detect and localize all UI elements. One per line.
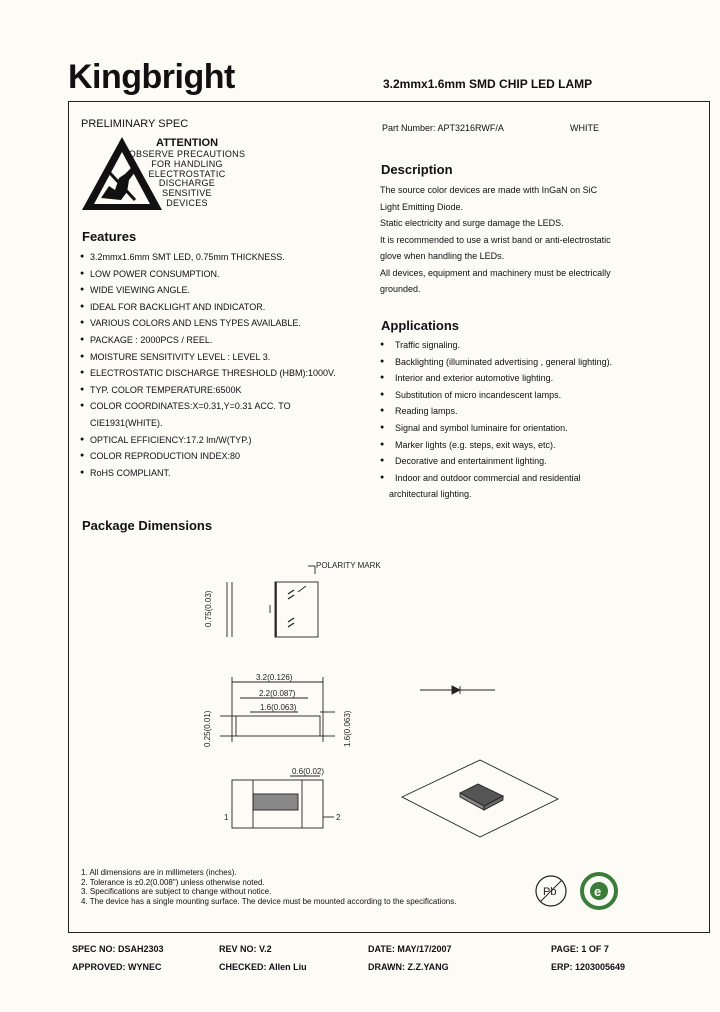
led-isometric-view (402, 760, 558, 837)
note-line: 3. Specifications are subject to change without notice. (81, 887, 272, 897)
pad-gap-dim-label: 1.6(0.063) (260, 703, 297, 712)
height-dim-label: 0.25(0.01) (203, 710, 212, 747)
body-width-dim-label: 2.2(0.087) (259, 689, 296, 698)
feature-item: ● ELECTROSTATIC DISCHARGE THRESHOLD (HBM):1000V. (80, 365, 380, 382)
package-notes (81, 868, 456, 906)
description-heading: Description (381, 162, 453, 177)
application-item: ● Interior and exterior automotive lighting. (380, 370, 680, 387)
application-item: ● Marker lights (e.g. steps, exit ways, etc). (380, 437, 680, 454)
application-item: ● Indoor and outdoor commercial and residential (380, 470, 680, 487)
package-dimensions-drawing (190, 552, 610, 864)
attention-box (98, 137, 276, 209)
application-item: ● Decorative and entertainment lighting. (380, 453, 680, 470)
feature-item: ● OPTICAL EFFICIENCY:17.2 lm/W(TYP.) (80, 432, 380, 449)
description-line: It is recommended to use a wrist band or anti-electrostatic (380, 234, 611, 245)
side-width-dim-label: 1.6(0.063) (343, 710, 352, 747)
description-body (380, 182, 632, 298)
feature-item: ● IDEAL FOR BACKLIGHT AND INDICATOR. (80, 299, 380, 316)
length-dim-label: 3.2(0.126) (256, 673, 293, 682)
description-line: glove when handling the LEDs. (380, 251, 505, 261)
feature-item-continued: CIE1931(WHITE). (90, 417, 163, 428)
rohs-recycle-icon (579, 871, 619, 911)
note-line: 1. All dimensions are in millimeters (inches). (81, 868, 237, 877)
led-bottom-view (232, 776, 334, 828)
rohs-e-label: e (594, 884, 602, 899)
approved-by: APPROVED: WYNEC (72, 962, 162, 972)
feature-item: ● COLOR COORDINATES:X=0.31,Y=0.31 ACC. TO (80, 398, 380, 415)
attention-line: ELECTROSTATIC (148, 168, 226, 179)
feature-item: ● MOISTURE SENSITIVITY LEVEL : LEVEL 3. (80, 349, 380, 366)
document-title: 3.2mmx1.6mm SMD CHIP LED LAMP (383, 77, 593, 91)
kingbright-logo: Kingbright (68, 58, 235, 96)
description-line: grounded. (380, 284, 421, 294)
feature-item: ● LOW POWER CONSUMPTION. (80, 266, 380, 283)
led-top-view (227, 566, 318, 637)
pin1-label: 1 (224, 813, 229, 822)
feature-item: ● WIDE VIEWING ANGLE. (80, 282, 380, 299)
feature-item: ● 3.2mmx1.6mm SMT LED, 0.75mm THICKNESS. (80, 249, 380, 266)
revision-number: REV NO: V.2 (219, 944, 272, 954)
revision-date: DATE: MAY/17/2007 (368, 944, 452, 954)
attention-title: ATTENTION (155, 137, 219, 149)
feature-item: ● COLOR REPRODUCTION INDEX:80 (80, 448, 380, 465)
application-item: ● Signal and symbol luminaire for orientation. (380, 420, 680, 437)
pin2-label: 2 (336, 813, 341, 822)
thickness-dim-label: 0.75(0.03) (204, 590, 213, 627)
feature-item: ● RoHS COMPLIANT. (80, 465, 380, 482)
attention-line: FOR HANDLING (151, 158, 223, 169)
description-line: Light Emitting Diode. (380, 201, 464, 212)
feature-item: ● PACKAGE : 2000PCS / REEL. (80, 332, 380, 349)
application-item: ● Substitution of micro incandescent lamps. (380, 387, 680, 404)
attention-line: DISCHARGE (158, 178, 216, 189)
application-item: ● Traffic signaling. (380, 337, 680, 354)
application-item-continued: architectural lighting. (389, 489, 472, 500)
pb-free-label: Pb (543, 886, 557, 898)
application-item: ● Reading lamps. (380, 403, 680, 420)
checked-by: CHECKED: Allen Liu (219, 962, 307, 972)
description-line: Static electricity and surge damage the LEDS. (380, 218, 564, 228)
diode-symbol (420, 686, 495, 694)
features-heading: Features (82, 229, 137, 244)
applications-list (380, 337, 680, 503)
features-list (80, 249, 380, 481)
attention-line: SENSITIVE (162, 188, 212, 199)
erp-number: ERP: 1203005649 (551, 962, 626, 972)
pad-length-dim-label: 0.6(0.02) (292, 767, 325, 776)
note-line: 4. The device has a single mounting surface. The device must be mounted according to the specifications. (81, 896, 457, 906)
page-number: PAGE: 1 OF 7 (551, 944, 609, 954)
part-number: Part Number: APT3216RWF/A (382, 123, 504, 133)
drawn-by: DRAWN: Z.Z.YANG (368, 962, 449, 972)
pb-free-icon (534, 874, 568, 908)
preliminary-spec-label: PRELIMINARY SPEC (81, 118, 189, 130)
description-line: All devices, equipment and machinery must be electrically (380, 267, 611, 278)
package-dimensions-heading: Package Dimensions (82, 518, 213, 533)
attention-line: DEVICES (166, 197, 208, 208)
polarity-mark-label: POLARITY MARK (316, 561, 381, 570)
application-item: ● Backlighting (illuminated advertising , general lighting). (380, 354, 680, 371)
spec-number: SPEC NO: DSAH2303 (72, 944, 164, 954)
attention-line: OBSERVE PRECAUTIONS (128, 149, 246, 159)
note-line: 2. Tolerance is ±0.2(0.008") unless otherwise noted. (81, 877, 265, 887)
feature-item: ● TYP. COLOR TEMPERATURE:6500K (80, 382, 380, 399)
feature-item: ● VARIOUS COLORS AND LENS TYPES AVAILABLE. (80, 315, 380, 332)
description-line: The source color devices are made with InGaN on SiC (380, 185, 598, 195)
part-color: WHITE (570, 123, 599, 133)
applications-heading: Applications (381, 318, 460, 333)
